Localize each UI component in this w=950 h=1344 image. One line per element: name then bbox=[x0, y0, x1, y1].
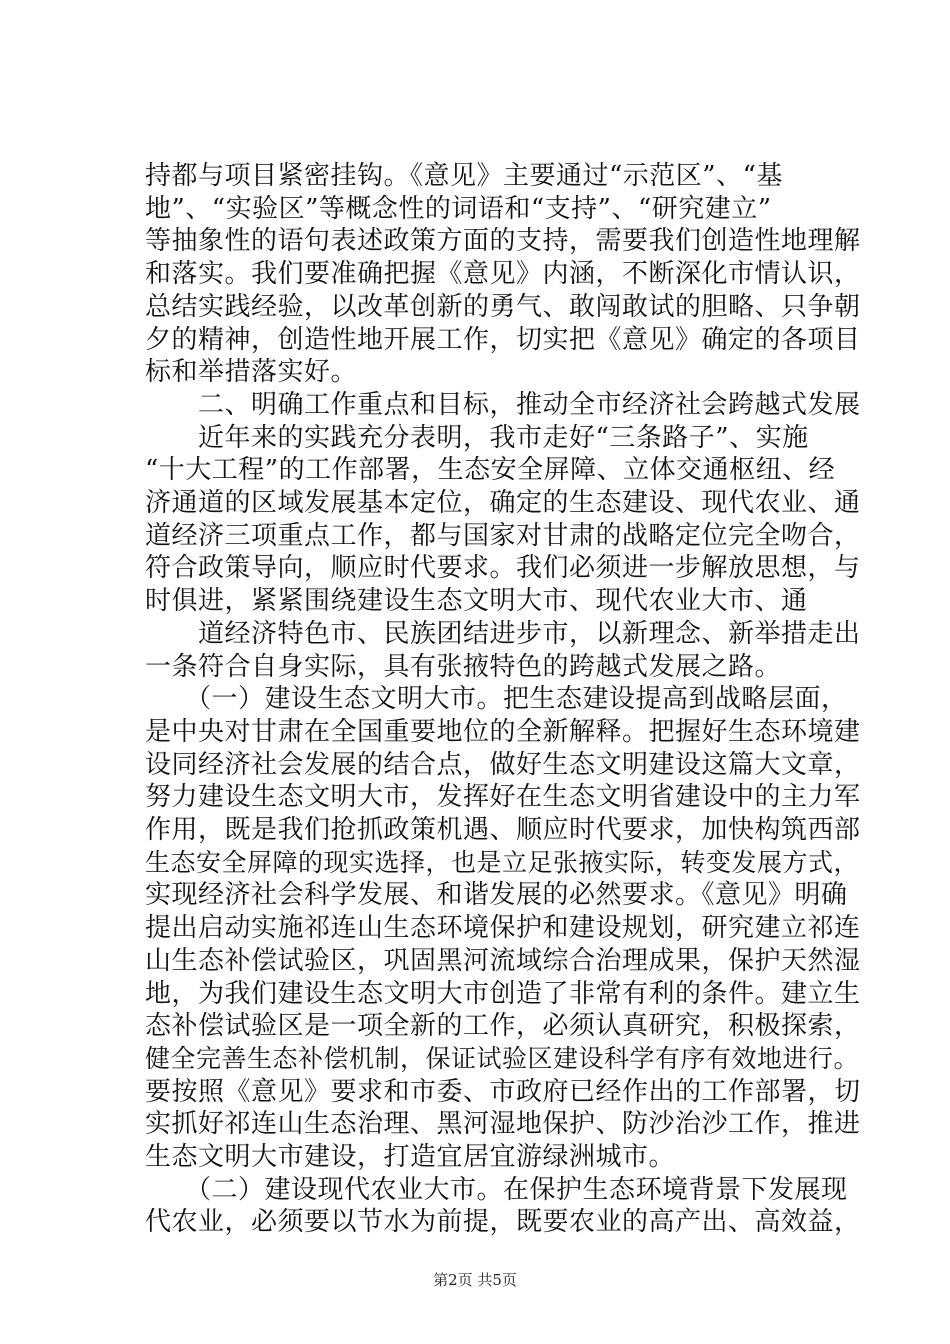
text-line: 地”、“实验区”等概念性的词语和“支持”、“研究建立” bbox=[145, 193, 772, 224]
text-line: 设同经济社会发展的结合点，做好生态文明建设这篇大文章， bbox=[145, 749, 861, 780]
text-line: 和落实。我们要准确把握《意见》内涵，不断深化市情认识， bbox=[145, 259, 861, 290]
text-line: 生态安全屏障的现实选择，也是立足张掖实际，转变发展方式， bbox=[145, 847, 860, 877]
text-line: 道经济特色市、民族团结进步市，以新理念、新举措走出 bbox=[145, 618, 861, 649]
text-line: 总结实践经验，以改革创新的勇气、敢闯敢试的胆略、只争朝 bbox=[145, 291, 861, 322]
text-line: 要按照《意见》要求和市委、市政府已经作出的工作部署，切 bbox=[145, 1076, 861, 1107]
text-line: 近年来的实践充分表明，我市走好“三条路子”、实施 bbox=[145, 422, 809, 453]
text-line: 符合政策导向，顺应时代要求。我们必须进一步解放思想，与 bbox=[145, 553, 861, 584]
text-line: 提出启动实施祁连山生态环境保护和建设规划，研究建立祁连 bbox=[145, 913, 861, 944]
text-line: 持都与项目紧密挂钩。《意见》主要通过“示范区”、“基 bbox=[145, 161, 783, 191]
text-line: 时俱进，紧紧围绕建设生态文明大市、现代农业大市、通 bbox=[145, 586, 808, 617]
text-line: 夕的精神，创造性地开展工作，切实把《意见》确定的各项目 bbox=[145, 324, 861, 355]
text-line: 努力建设生态文明大市，发挥好在生态文明省建设中的主力军 bbox=[145, 782, 861, 813]
page-footer: 第2页 共5页 bbox=[433, 1271, 517, 1289]
text-line: “十大工程”的工作部署，生态安全屏障、立体交通枢纽、经 bbox=[145, 455, 836, 486]
text-line: 山生态补偿试验区，巩固黑河流域综合治理成果，保护天然湿 bbox=[145, 945, 861, 976]
text-line: 一条符合自身实际，具有张掖特色的跨越式发展之路。 bbox=[145, 651, 782, 682]
text-line: 道经济三项重点工作，都与国家对甘肃的战略定位完全吻合， bbox=[145, 520, 861, 551]
text-line: 济通道的区域发展基本定位，确定的生态建设、现代农业、通 bbox=[145, 488, 861, 518]
text-line: 地，为我们建设生态文明大市创造了非常有利的条件。建立生 bbox=[145, 978, 861, 1009]
text-line: 代农业，必须要以节水为前提，既要农业的高产出、高效益， bbox=[145, 1207, 861, 1238]
text-line: 标和举措落实好。 bbox=[145, 357, 358, 388]
text-line: （二）建设现代农业大市。在保护生态环境背景下发展现 bbox=[145, 1174, 848, 1205]
text-line: 等抽象性的语句表述政策方面的支持，需要我们创造性地理解 bbox=[145, 226, 861, 257]
text-line: 健全完善生态补偿机制，保证试验区建设科学有序有效地进行。 bbox=[145, 1043, 860, 1073]
text-line: 作用，既是我们抢抓政策机遇、顺应时代要求，加快构筑西部 bbox=[145, 815, 861, 845]
text-line: 生态文明大市建设，打造宜居宜游绿洲城市。 bbox=[145, 1142, 676, 1172]
text-line: 是中央对甘肃在全国重要地位的全新解释。把握好生态环境建 bbox=[145, 716, 861, 747]
text-line: （一）建设生态文明大市。把生态建设提高到战略层面， bbox=[145, 684, 848, 715]
text-line: 实现经济社会科学发展、和谐发展的必然要求。《意见》明确 bbox=[145, 880, 848, 911]
text-line: 二、明确工作重点和目标，推动全市经济社会跨越式发展 bbox=[145, 389, 861, 420]
text-line: 态补偿试验区是一项全新的工作，必须认真研究，积极探索， bbox=[145, 1011, 861, 1042]
text-line: 实抓好祁连山生态治理、黑河湿地保护、防沙治沙工作，推进 bbox=[145, 1109, 861, 1140]
